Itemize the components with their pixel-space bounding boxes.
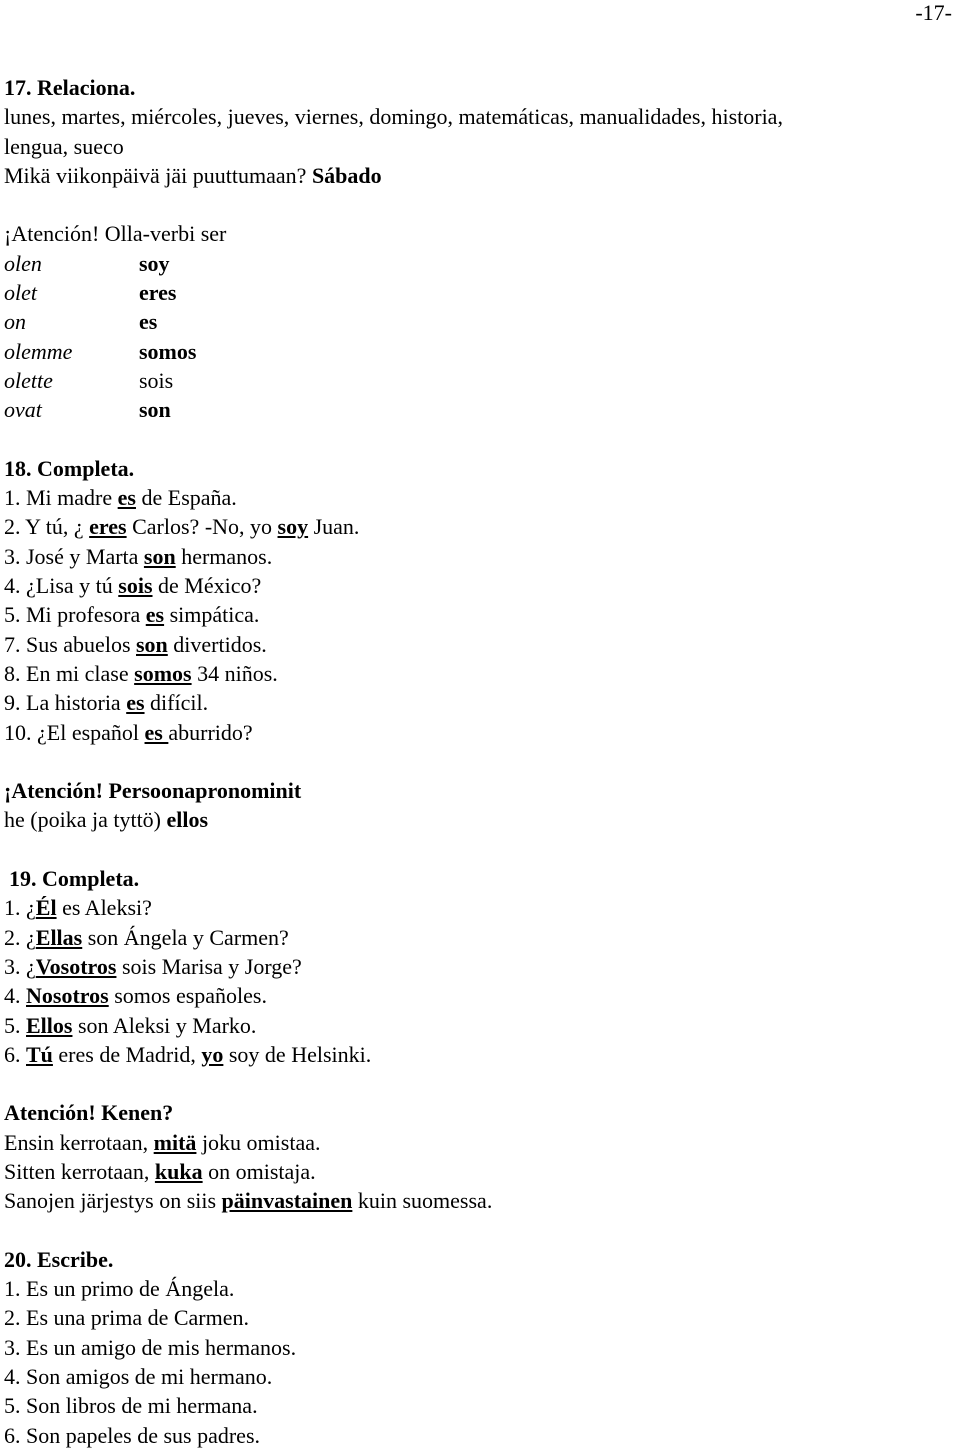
kenen-heading: Atención! Kenen? [4,1100,174,1126]
ser-conjugation-table [4,249,954,425]
conjugation-row [4,249,954,278]
item-text: 4. [4,983,26,1009]
answer: Tú [26,1041,53,1067]
item-text: 3. José y Marta [4,543,144,569]
inverted-exclamation-mark: ¡ [4,221,12,247]
finnish-form: on [4,309,26,335]
exercise-20-item: 3. Es un amigo de mis hermanos. [4,1334,297,1360]
note-text: Ensin kerrotaan, [4,1129,154,1155]
item-text: Carlos? -No, yo [126,514,278,540]
spacer [4,747,954,776]
answer: Ellas [35,924,83,950]
item-text: Juan. [308,514,360,540]
spanish-form: soy [139,250,170,276]
exercise-18-item [4,542,954,571]
spanish-form: es [139,309,158,335]
item-text: son Aleksi y Marko. [72,1012,257,1038]
exercise-17-words-line2: lengua, sueco [4,133,124,159]
pronoun-line [4,805,954,834]
exercise-17-question: Mikä viikonpäivä jäi puuttumaan? [4,162,307,188]
conjugation-row [4,307,954,336]
spanish-form: son [139,397,171,423]
answer: sois [118,573,153,599]
answer: Vosotros [35,953,117,979]
note-text: kuin suomessa. [352,1188,493,1214]
item-text: 10. ¿El español [4,719,145,745]
item-text: 3. ¿ [4,953,36,979]
item-text: 2. Y tú, ¿ [4,514,90,540]
finnish-form: olet [4,280,37,306]
item-text: eres de Madrid, [52,1041,202,1067]
page-number: -17- [915,0,952,25]
exercise-19-item [4,923,954,952]
inverted-exclamation-mark: ¡ [4,778,12,804]
exercise-18-item [4,688,954,717]
note-text: Sanojen järjestys on siis [4,1188,222,1214]
item-text: 5. Mi profesora [4,602,146,628]
finnish-form: olen [4,250,42,276]
exercise-19-item [4,1011,954,1040]
note-keyword: kuka [154,1158,203,1184]
ser-heading-title: Atención! [11,221,100,247]
exercise-18-item [4,630,954,659]
exercise-19-item [4,893,954,922]
answer: es [144,719,169,745]
exercise-17-question-line [4,161,954,190]
item-text: divertidos. [167,631,267,657]
exercise-20-item: 2. Es una prima de Carmen. [4,1305,249,1331]
exercise-17-answer: Sábado [311,162,382,188]
answer: somos [134,660,192,686]
conjugation-row [4,337,954,366]
item-text: aburrido? [168,719,253,745]
ser-heading [4,219,954,248]
pronoun-bold: ellos [166,807,209,833]
answer: es [117,485,136,511]
note-keyword: mitä [153,1129,197,1155]
exercise-19-item [4,981,954,1010]
kenen-line [4,1128,954,1157]
finnish-form: ovat [4,397,42,423]
item-text: de México? [152,573,262,599]
exercise-18-item [4,718,954,747]
exercise-20-item: 4. Son amigos de mi hermano. [4,1364,273,1390]
item-text: somos españoles. [108,983,267,1009]
exercise-19-title: 19. Completa. [9,866,140,892]
item-text: 1. ¿ [4,895,36,921]
spacer [4,1216,954,1245]
ser-heading-subtitle: Olla-verbi ser [99,221,227,247]
spacer [4,835,954,864]
exercise-20-item: 6. Son papeles de sus padres. [4,1422,261,1448]
finnish-form: olemme [4,338,73,364]
item-text: 6. [4,1041,26,1067]
spanish-form: sois [139,367,174,393]
finnish-form: olette [4,367,53,393]
kenen-line [4,1186,954,1215]
answer: yo [201,1041,224,1067]
answer: es [145,602,165,628]
answer: soy [277,514,309,540]
item-text: 4. ¿Lisa y tú [4,573,119,599]
spacer [4,425,954,454]
exercise-20-item: 1. Es un primo de Ángela. [4,1276,235,1302]
item-text: sois Marisa y Jorge? [116,953,302,979]
spacer [4,190,954,219]
item-text: son Ángela y Carmen? [82,924,289,950]
item-text: 1. Mi madre [4,485,118,511]
item-text: 7. Sus abuelos [4,631,136,657]
item-text: 8. En mi clase [4,660,135,686]
answer: son [136,631,168,657]
exercise-18-item [4,659,954,688]
exercise-17-title: 17. Relaciona. [4,75,136,100]
note-text: joku omistaa. [196,1129,321,1155]
conjugation-row [4,278,954,307]
spacer [4,1069,954,1098]
item-text: 2. ¿ [4,924,36,950]
spanish-form: somos [139,338,197,364]
exercise-20-item: 5. Son libros de mi hermana. [4,1393,258,1419]
item-text: difícil. [144,690,209,716]
item-text: 9. La historia [4,690,127,716]
pronoun-heading [4,776,954,805]
kenen-line [4,1157,954,1186]
exercise-18-item [4,600,954,629]
note-keyword: päinvastainen [221,1188,353,1214]
conjugation-row [4,395,954,424]
item-text: 34 niños. [191,660,278,686]
exercise-20-title: 20. Escribe. [4,1246,114,1272]
answer: Él [35,895,57,921]
exercise-17-words-line1: lunes, martes, miércoles, jueves, viernes, domingo, matemáticas, manualidades, historia, [4,104,783,130]
answer: es [126,690,145,716]
answer: Ellos [26,1012,73,1038]
item-text: soy de Helsinki. [223,1041,372,1067]
answer: Nosotros [26,983,109,1009]
item-text: hermanos. [175,543,273,569]
item-text: 5. [4,1012,26,1038]
answer: eres [89,514,127,540]
exercise-18-item [4,571,954,600]
exercise-19-item [4,952,954,981]
item-text: es Aleksi? [56,895,152,921]
item-text: de España. [135,485,237,511]
note-text: on omistaja. [202,1158,316,1184]
pronoun-heading-title: Atención! Persoonapronominit [11,778,302,804]
spanish-form: eres [139,280,177,306]
pronoun-text: he (poika ja tyttö) [4,807,167,833]
worksheet-page [4,73,954,1450]
note-text: Sitten kerrotaan, [4,1158,155,1184]
exercise-18-title: 18. Completa. [4,455,135,481]
conjugation-row [4,366,954,395]
exercise-18-item [4,512,954,541]
item-text: simpática. [164,602,260,628]
exercise-18-item [4,483,954,512]
exercise-19-item [4,1040,954,1069]
answer: son [143,543,176,569]
